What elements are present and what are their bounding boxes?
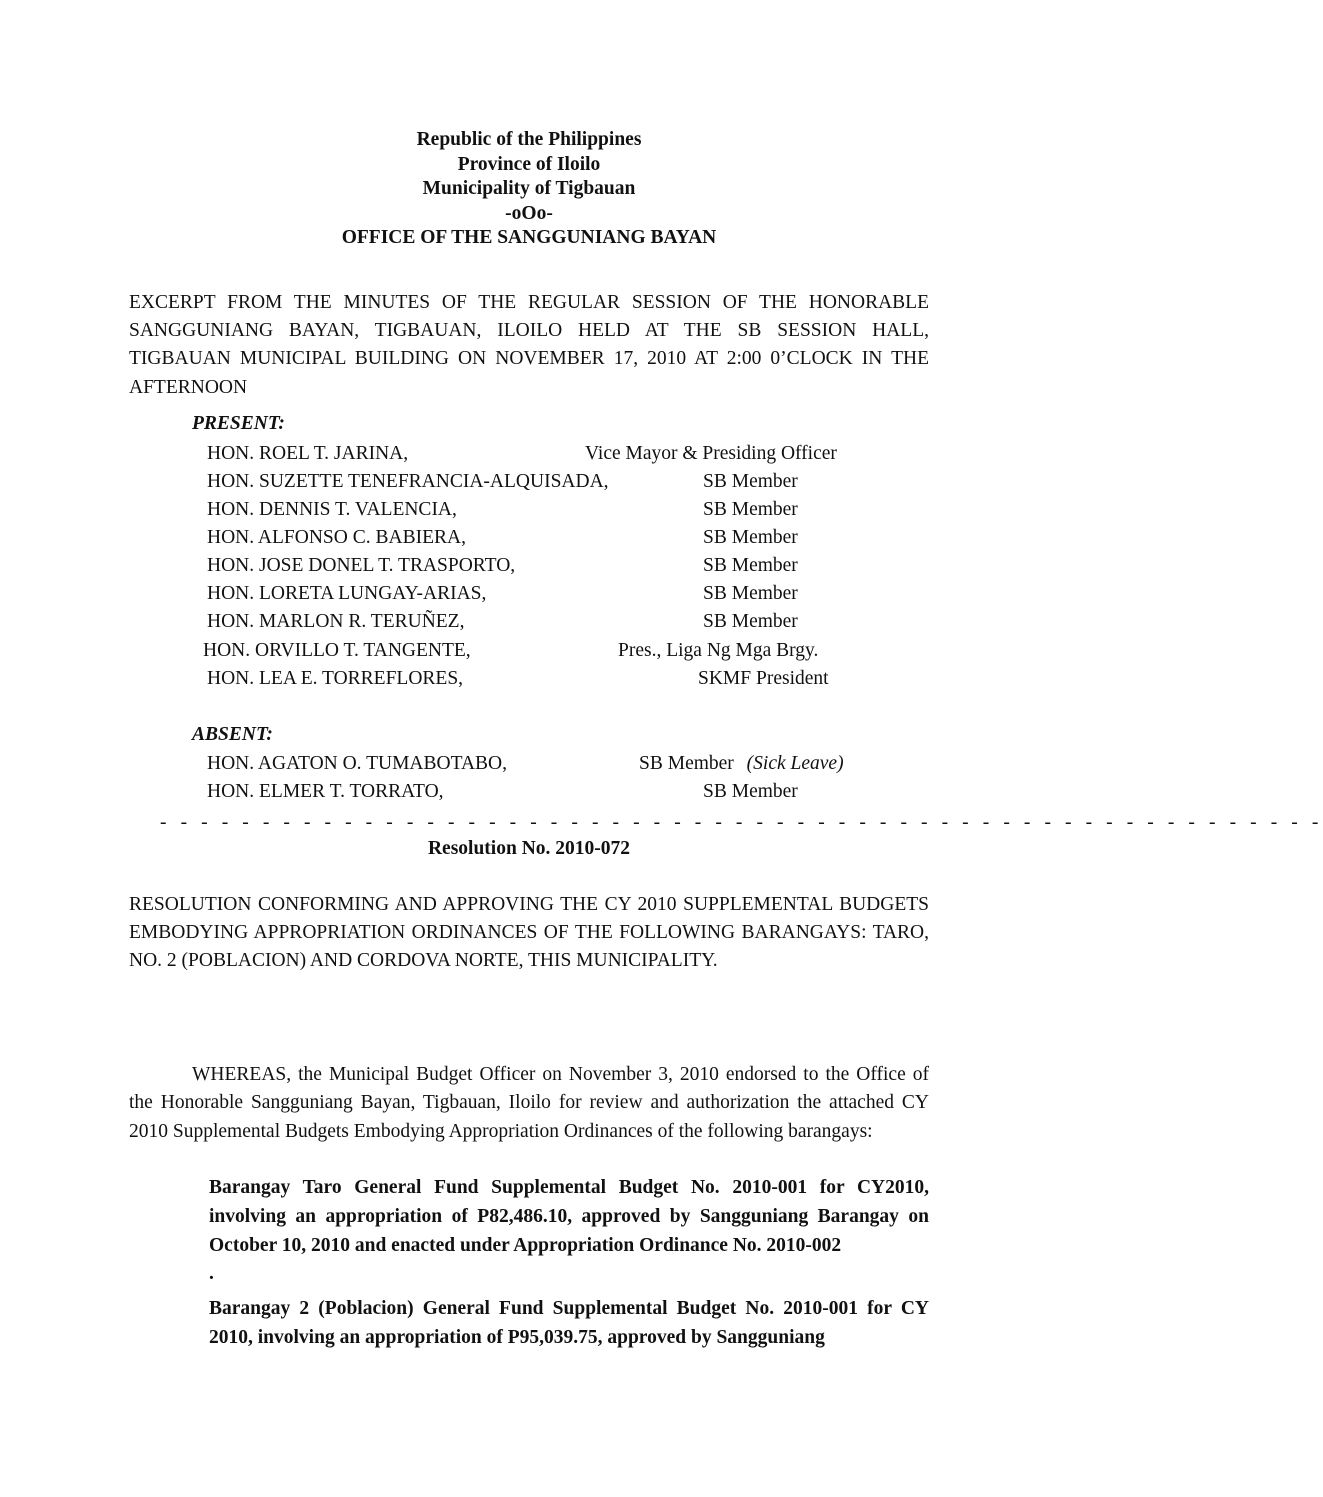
present-row [207, 580, 907, 608]
present-label: PRESENT: [192, 413, 285, 434]
present-row [207, 524, 907, 552]
absent-label: ABSENT: [192, 724, 273, 745]
header-republic: Republic of the Philippines [416, 129, 642, 150]
barangay-taro-period: . [209, 1263, 214, 1285]
present-row [207, 440, 907, 468]
member-name: HON. ORVILLO T. TANGENTE, [203, 640, 471, 661]
member-name: HON. MARLON R. TERUÑEZ, [207, 611, 465, 632]
member-role: SB Member [703, 555, 798, 576]
resolution-number: Resolution No. 2010-072 [427, 838, 631, 859]
member-role: Vice Mayor & Presiding Officer [585, 443, 837, 464]
member-name: HON. ROEL T. JARINA, [207, 443, 409, 464]
separator-line: - - - - - - - - - - - - - - - - - - - - - - - - - - - - - - - - - - - - - - - - - - - - - - - - - - - - - - - - - [160, 812, 1323, 833]
member-name: HON. AGATON O. TUMABOTABO, [207, 753, 507, 774]
member-name: HON. SUZETTE TENEFRANCIA-ALQUISADA, [207, 471, 609, 492]
present-row [207, 468, 907, 496]
member-role: SB Member [703, 527, 798, 548]
barangay-2-item: Barangay 2 (Poblacion) General Fund Supplemental Budget No. 2010-001 for CY 2010, involving an appropriation of P95,039.75, approved by Sangguniang [209, 1298, 929, 1348]
document-header [0, 128, 1058, 251]
member-name: HON. ELMER T. TORRATO, [207, 781, 444, 802]
member-role: SB Member [703, 611, 798, 632]
present-row [207, 496, 907, 524]
barangay-taro-text: Barangay Taro General Fund Supplemental Budget No. 2010-001 for CY2010, involving an appropriation of P82,486.10, approved by Sangguniang Barangay on October 10, 2010 and enacted under Appropriation Ordinance No. 2010-002 [209, 1177, 929, 1256]
member-name: HON. LORETA LUNGAY-ARIAS, [207, 583, 487, 604]
header-municipality: Municipality of Tigbauan [422, 178, 636, 199]
header-ornament: -oOo- [505, 202, 553, 224]
member-role: SKMF President [698, 668, 829, 689]
header-province: Province of Iloilo [457, 153, 601, 175]
barangay-taro-item [209, 1174, 929, 1289]
member-role: SB Member [703, 781, 798, 802]
member-name: HON. ALFONSO C. BABIERA, [207, 527, 466, 548]
member-role: Pres., Liga Ng Mga Brgy. [618, 640, 819, 661]
whereas-paragraph: WHEREAS, the Municipal Budget Officer on November 3, 2010 endorsed to the Office of the Honorable Sangguniang Bayan, Tigbauan, Iloilo for review and authorization the attached CY 2010 Supplemental Budgets Embodying Appropriation Ordinances of the following barangays: [129, 1064, 929, 1142]
member-name: HON. JOSE DONEL T. TRASPORTO, [207, 555, 516, 576]
absent-row [207, 778, 907, 806]
excerpt-paragraph: EXCERPT FROM THE MINUTES OF THE REGULAR SESSION OF THE HONORABLE SANGGUNIANG BAYAN, TIGBAUAN, ILOILO HELD AT THE SB SESSION HALL, TIGBAUAN MUNICIPAL BUILDING ON NOVEMBER 17, 2010 AT 2:00 0’CLOCK IN THE AFTERNOON [129, 292, 929, 398]
absent-row [207, 750, 907, 778]
present-row [207, 552, 907, 580]
member-role: SB Member [703, 583, 798, 604]
header-office: OFFICE OF THE SANGGUNIANG BAYAN [341, 227, 717, 248]
member-role: SB Member [639, 753, 734, 774]
member-name: HON. DENNIS T. VALENCIA, [207, 499, 457, 520]
resolution-title: RESOLUTION CONFORMING AND APPROVING THE CY 2010 SUPPLEMENTAL BUDGETS EMBODYING APPROPRIATION ORDINANCES OF THE FOLLOWING BARANGAYS: TARO, NO. 2 (POBLACION) AND CORDOVA NORTE, THIS MUNICIPALITY. [129, 894, 929, 972]
member-role: SB Member [703, 471, 798, 492]
present-row [203, 637, 903, 665]
member-name: HON. LEA E. TORREFLORES, [207, 668, 464, 689]
member-note: (Sick Leave) [746, 753, 844, 774]
member-role: SB Member [703, 499, 798, 520]
present-row [207, 608, 907, 636]
present-row [207, 665, 907, 693]
